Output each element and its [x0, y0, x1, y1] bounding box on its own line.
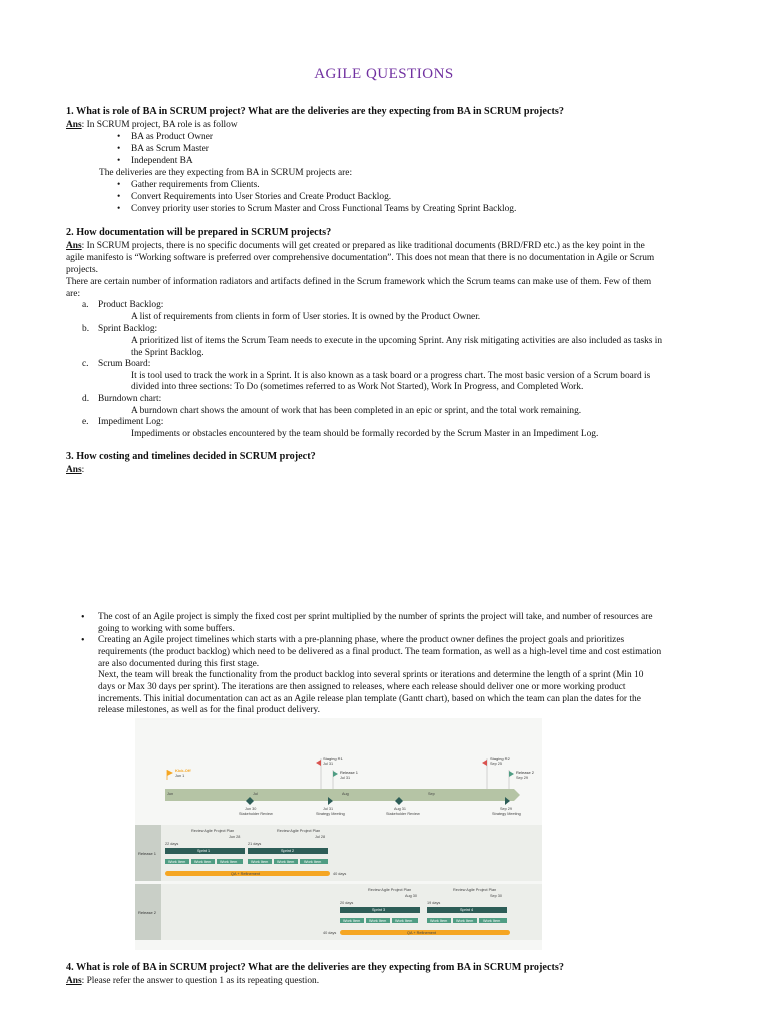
month-sep: Sep — [428, 792, 435, 796]
q3-heading: 3. How costing and timelines decided in SCRUM project? — [66, 451, 316, 462]
release-plan-gantt-chart — [135, 718, 542, 950]
work-item-5: Work Item — [277, 859, 295, 864]
q4-answer — [66, 976, 319, 988]
lane-release2-label: Release 2 — [138, 910, 157, 915]
q2-item-d-name: Burndown chart: — [98, 394, 162, 404]
q3-bullet1-line1: • The cost of an Agile project is simply the fixed cost per sprint multiplied by the number of sprints the project will take, and number of resources are — [98, 612, 653, 624]
q1-role-3: • Independent BA — [131, 156, 193, 168]
q2-item-e-letter: e. — [82, 417, 89, 427]
month-jul: Jul — [253, 792, 258, 796]
work-item-3: Work Item — [220, 859, 238, 864]
kickoff-label: Kick-Off — [175, 768, 191, 773]
q2-item-c-letter: c. — [82, 359, 89, 369]
release1-label: Release 1 — [340, 770, 359, 775]
q2-item-a-name: Product Backlog: — [98, 300, 164, 310]
q2-item-d-letter: d. — [82, 394, 90, 404]
sprint3-label: Sprint 3 — [372, 908, 386, 912]
month-aug: Aug — [342, 792, 349, 796]
q1-answer — [66, 120, 238, 132]
sprint3-duration: 20 days — [340, 901, 354, 905]
sprint4-duration: 19 days — [427, 901, 441, 905]
q4-ans-label: Ans — [66, 976, 82, 986]
q2-ans-text: : In SCRUM projects, there is no specific documents will get created or prepared as like traditional documents (BRD/FRD etc.) as the key point in the — [81, 241, 645, 251]
r2-review1-label: Review Agile Project Plan — [368, 888, 412, 892]
q1-role-1: • BA as Product Owner — [131, 132, 213, 144]
q2-intro-line2: are: — [66, 289, 81, 299]
q2-item-a-desc: A list of requirements from clients in form of User stories. It is owned by the Product Owner. — [131, 312, 481, 322]
qa-release1-label: QA + Refinement — [231, 871, 261, 876]
q3-bullet1-line2: going to working with some buffers. — [98, 624, 235, 634]
q2-item-c-desc2: divided into three sections: To Do (sometimes referred to as Work Not Started), Work In Progress, and Completed Work. — [131, 382, 584, 392]
r2-review2-label: Review Agile Project Plan — [453, 888, 497, 892]
q2-item-a-letter: a. — [82, 300, 89, 310]
r1-review1-label: Review Agile Project Plan — [191, 829, 235, 833]
q4-ans-text: : Please refer the answer to question 1 as its repeating question. — [81, 976, 320, 986]
q2-item-e-desc: Impediments or obstacles encountered by the team should be formally recorded by the Scrum Master in an Impediment Log. — [131, 429, 599, 439]
work-item-6: Work Item — [304, 859, 322, 864]
staging-r2-label: Staging R2 — [490, 756, 510, 761]
work-item-2: Work Item — [194, 859, 212, 864]
milestone-2-date: Jul 31 — [323, 807, 334, 811]
sprint4-label: Sprint 4 — [460, 908, 474, 912]
sprint2-label: Sprint 2 — [281, 849, 295, 853]
q2-intro-line1: There are certain number of information radiators and artifacts defined in the Scrum framework which the Scrum teams can make use of them. Few of them — [66, 277, 652, 287]
work-item-11: Work Item — [456, 918, 474, 923]
q2-item-c-desc1: It is tool used to track the work in a Sprint. It is also known as a task board or a progress chart. The most basic version of a Scrum board is — [131, 371, 651, 381]
q2-item-d-desc: A burndown chart shows the amount of work that has been completed in an epic or sprint, and the total work remaining. — [131, 406, 582, 416]
q3-ans-label: Ans — [66, 465, 82, 475]
gantt-graphics — [135, 718, 542, 950]
q2-item-e-name: Impediment Log: — [98, 417, 164, 427]
r1-review2-date: Jul 28 — [315, 835, 326, 839]
q1-ans-text: : In SCRUM project, BA role is as follow — [81, 120, 238, 130]
staging-r2-date: Sep 25 — [490, 762, 503, 766]
q2-item-b-desc1: A prioritized list of items the Scrum Team needs to execute in the upcoming Sprint. Any risk mitigating activities are also included as tasks in — [131, 336, 663, 346]
work-item-10: Work Item — [430, 918, 448, 923]
q2-item-b-desc2: the Sprint Backlog. — [131, 348, 204, 358]
q1-delivery-2: • Convert Requirements into User Stories and Create Product Backlog. — [131, 192, 391, 204]
work-item-1: Work Item — [168, 859, 186, 864]
q4-heading: 4. What is role of BA in SCRUM project? What are the deliveries are they expecting from BA in SCRUM projects? — [66, 962, 564, 973]
release1-date: Jul 31 — [340, 776, 351, 780]
q2-ans-label: Ans — [66, 241, 82, 251]
q2-answer-line1 — [66, 241, 645, 253]
q3-bullet2-line6: increments. This initial documentation can act as an Agile release plan template (Gantt chart), based on which the team can plan the dates for the — [98, 694, 641, 704]
q1-ans-label: Ans — [66, 120, 82, 130]
release2-label: Release 2 — [516, 770, 535, 775]
work-item-9: Work Item — [395, 918, 413, 923]
sprint1-label: Sprint 1 — [197, 849, 211, 853]
work-item-8: Work Item — [369, 918, 387, 923]
release2-flag-icon — [509, 771, 514, 777]
release1-flag-icon — [333, 771, 338, 777]
q3-bullet2-line1: • Creating an Agile project timelines which starts with a pre-planning phase, where the product owner defines the project goals and prioritizes — [98, 635, 624, 647]
milestone-2-name: Strategy Meeting — [316, 812, 345, 816]
sprint2-duration: 21 days — [248, 842, 262, 846]
q2-item-c-name: Scrum Board: — [98, 359, 151, 369]
milestone-1-name: Stakeholder Review — [239, 812, 273, 816]
q1-delivery-1: • Gather requirements from Clients. — [131, 180, 260, 192]
page-title: AGILE QUESTIONS — [314, 66, 454, 82]
r2-review1-date: Aug 30 — [405, 894, 418, 898]
q3-bullet2-line7: release milestones, as well as for the final product delivery. — [98, 705, 320, 715]
q1-deliveries-intro: The deliveries are they expecting from BA in SCRUM projects are: — [99, 168, 353, 178]
milestone-4-date: Sep 29 — [500, 807, 513, 811]
q1-role-2: • BA as Scrum Master — [131, 144, 209, 156]
staging-r1-label: Staging R1 — [323, 756, 343, 761]
work-item-4: Work Item — [251, 859, 269, 864]
staging-r1-date: Jul 31 — [323, 762, 334, 766]
q1-heading: 1. What is role of BA in SCRUM project? What are the deliveries are they expecting from BA in SCRUM projects? — [66, 106, 564, 117]
qa-release2-duration: 40 days — [323, 930, 337, 935]
q3-answer — [66, 465, 84, 477]
q3-bullet2-line2: requirements (the product backlog) which need to be delivered as a final product. The team formation, as well as a high-level time and cost estimation — [98, 647, 662, 657]
timeline-band — [165, 789, 514, 801]
milestone-4-name: Strategy Meeting — [492, 812, 521, 816]
month-jun: Jun — [167, 792, 174, 796]
qa-release1-duration: 40 days — [333, 871, 347, 876]
milestone-3-name: Stakeholder Review — [386, 812, 420, 816]
staging-r2-flag-icon — [482, 760, 487, 766]
kickoff-date: Jun 1 — [175, 774, 185, 778]
release2-date: Sep 29 — [516, 776, 529, 780]
kickoff-flag-icon — [167, 770, 173, 776]
r1-review1-date: Jun 28 — [229, 835, 241, 839]
q3-bullet2-line3: are also documented during this first stage. — [98, 659, 260, 669]
q3-ans-text: : — [81, 465, 85, 475]
qa-release2-label: QA + Refinement — [407, 930, 437, 935]
work-item-7: Work Item — [343, 918, 361, 923]
q2-item-b-name: Sprint Backlog: — [98, 324, 158, 334]
q3-bullet2-line4: Next, the team will break the functionality from the product backlog into several sprints or iterations and determine the length of a sprint (Min 10 — [98, 670, 644, 680]
timeline-arrow — [514, 789, 520, 801]
lane-release1-label: Release 1 — [138, 851, 157, 856]
r1-review2-label: Review Agile Project Plan — [277, 829, 321, 833]
milestone-1-date: Jun 30 — [245, 807, 257, 811]
sprint1-duration: 22 days — [165, 842, 179, 846]
staging-r1-flag-icon — [316, 760, 321, 766]
q1-delivery-3: • Convey priority user stories to Scrum Master and Cross Functional Teams by Creating Sprint Backlog. — [131, 204, 516, 216]
q2-answer-line2: agile manifesto is “Working software is preferred over comprehensive documentation”. This does not mean that there is no documentation in Agile or Scrum — [66, 253, 655, 263]
q3-bullet2-line5: days or Max 30 days per sprint). The iterations are then assigned to releases, where each release should deliver one or more working product — [98, 682, 626, 692]
work-item-12: Work Item — [483, 918, 501, 923]
q2-heading: 2. How documentation will be prepared in SCRUM projects? — [66, 227, 332, 238]
milestone-3-date: Aug 31 — [394, 807, 407, 811]
r2-review2-date: Sep 30 — [490, 894, 503, 898]
q2-item-b-letter: b. — [82, 324, 90, 334]
q2-answer-line3: projects. — [66, 265, 99, 275]
